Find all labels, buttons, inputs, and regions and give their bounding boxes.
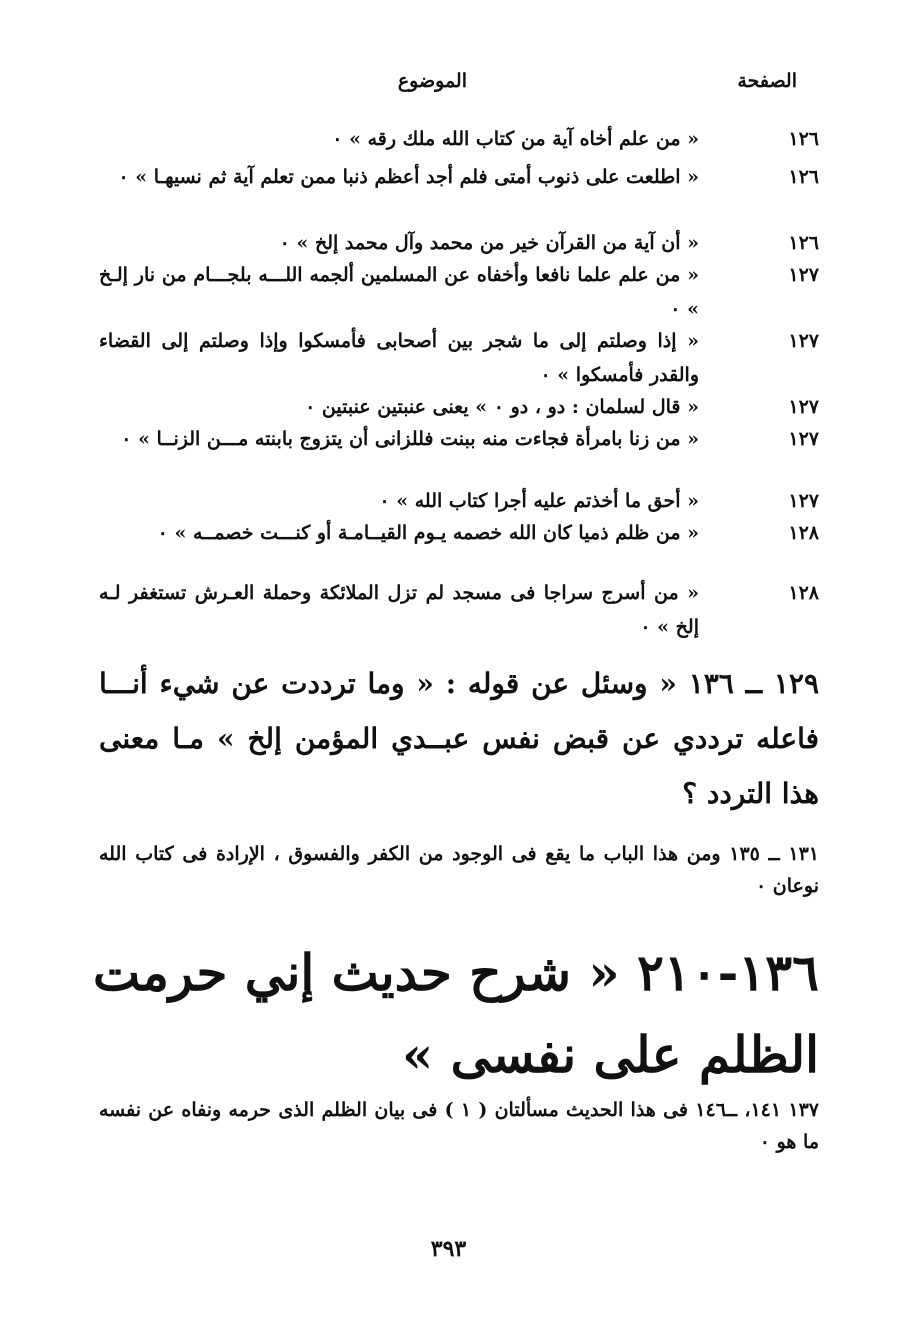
section-title: ١٣٦-٢١٠ « شرح حديث إني حرمت الظلم على نفسى » (93, 943, 819, 1084)
entry-text: « إذا وصلتم إلى ما شجر بين أصحابى فأمسكوا وإذا وصلتم إلى القضاء والقدر فأمسكوا » ٠ (99, 330, 699, 386)
index-entry (99, 422, 819, 456)
entry-text: « من أسرج سراجا فى مسجد لم تزل الملائكة وحملة العـرش تستغفر لـه إلخ » ٠ (99, 582, 699, 638)
question-paragraph: ١٢٩ ــ ١٣٦ « وسئل عن قوله : « وما ترددت عن شيء أنـــا فاعله ترددي عن قبض نفس عبــدي المؤمن إلخ » مـا معنى هذا التردد ؟ (99, 667, 819, 810)
entry-text: « أحق ما أخذتم عليه أجرا كتاب الله » ٠ (379, 490, 699, 512)
index-entry (99, 226, 819, 260)
entry-page-number: ١٢٦ (788, 128, 819, 150)
note-paragraph: ١٣١ ــ ١٣٥ ومن هذا الباب ما يقع فى الوجود من الكفر والفسوق ، الإرادة فى كتاب الله نوعان ٠ (99, 843, 819, 897)
entry-page-number: ١٢٧ (788, 264, 819, 286)
index-entry (99, 122, 819, 156)
note-paragraph: ١٣٧ ١٤١، ــ١٤٦ فى هذا الحديث مسألتان ( ١ ) فى بيان الظلم الذى حرمه ونفاه عن نفسه ما هو ٠ (99, 1099, 819, 1153)
entry-page-number: ١٢٨ (788, 522, 819, 544)
entry-page-number: ١٢٨ (788, 582, 819, 604)
page-number: ٣٩٣ (430, 1236, 467, 1262)
page-column-header: الصفحة (737, 70, 797, 92)
index-entry (99, 484, 819, 518)
entry-page-number: ١٢٧ (788, 330, 819, 352)
entry-text: « اطلعت على ذنوب أمتى فلم أجد أعظم ذنبا ممن تعلم آية ثم نسيهـا » ٠ (118, 166, 699, 188)
entry-text: « أن آية من القرآن خير من محمد وآل محمد إلخ » ٠ (279, 232, 699, 254)
index-entry (99, 390, 819, 424)
index-entry (99, 258, 819, 326)
entry-page-number: ١٢٧ (788, 428, 819, 450)
entry-page-number: ١٢٦ (788, 232, 819, 254)
entry-page-number: ١٢٧ (788, 490, 819, 512)
index-entry (99, 576, 819, 644)
entry-text: « قال لسلمان : دو ، دو ٠ » يعنى عنبتين عنبتين ٠ (305, 396, 699, 418)
index-entry (99, 160, 819, 194)
entry-text: « من علم أخاه آية من كتاب الله ملك رقه » ٠ (332, 128, 699, 150)
entry-text: « من علم علما نافعا وأخفاه عن المسلمين ألجمه اللـــه بلجـــام من نار إلـخ » ٠ (99, 264, 699, 320)
entry-text: « من ظلم ذميا كان الله خصمه يـوم القيــامـة أو كنـــت خصمــه » ٠ (157, 522, 699, 544)
index-entry (99, 516, 819, 550)
entry-page-number: ١٢٧ (788, 396, 819, 418)
entry-page-number: ١٢٦ (788, 166, 819, 188)
entry-text: « من زنا بامرأة فجاءت منه ببنت فللزانى أن يتزوج بابنته مـــن الزنــا » ٠ (121, 428, 699, 450)
index-entry (99, 324, 819, 392)
topic-column-header: الموضوع (397, 70, 467, 92)
